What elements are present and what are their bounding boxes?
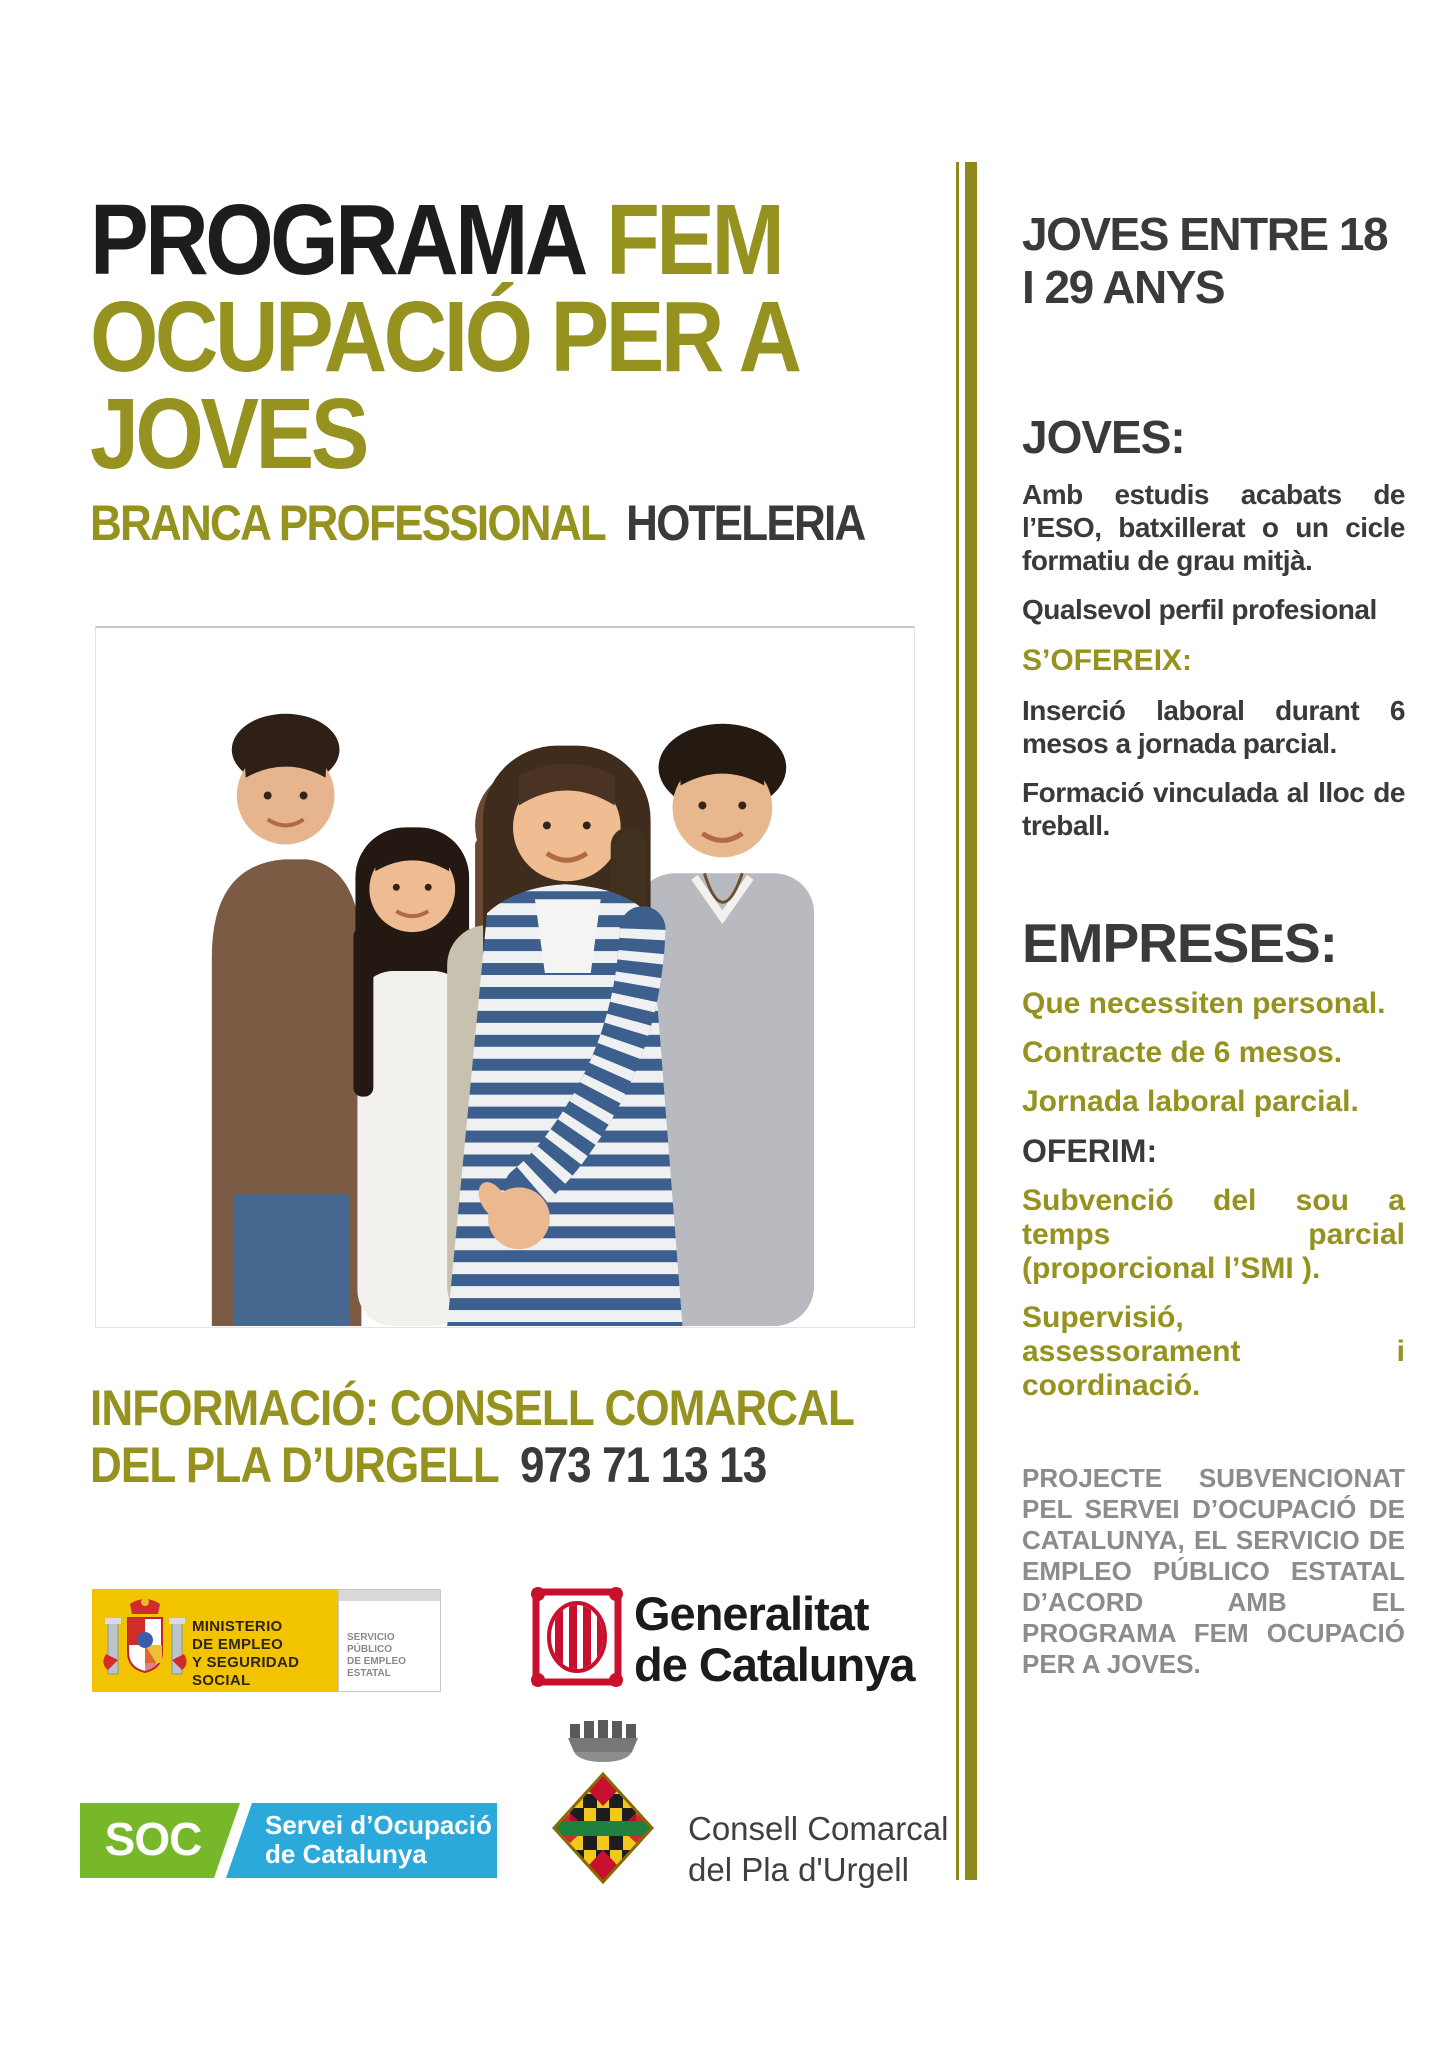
ministerio-line-1: MINISTERIO bbox=[192, 1618, 283, 1635]
contact-text-1: INFORMACIÓ: CONSELL COMARCAL bbox=[90, 1380, 855, 1436]
joves-paragraph-2: Qualsevol perfil profesional bbox=[1022, 594, 1377, 625]
title-line-3 bbox=[90, 378, 895, 490]
consell-logo bbox=[548, 1716, 949, 1906]
generalitat-line-2: de Catalunya bbox=[634, 1638, 915, 1691]
ministerio-text bbox=[192, 1618, 338, 1690]
consell-shield-icon bbox=[548, 1716, 668, 1901]
soc-text bbox=[265, 1811, 492, 1869]
funding-footnote: PROJECTE SUBVENCIONAT PEL SERVEI D’OCUPACIÓ DE CATALUNYA, EL SERVICIO DE EMPLEO PÚBLICO ESTATAL D’ACORD AMB EL PROGRAMA FEM OCUPACIÓ PER A JOVES. bbox=[1022, 1463, 1405, 1679]
title-joves: JOVES bbox=[90, 378, 366, 490]
empreses-item-3: Jornada laboral parcial. bbox=[1022, 1085, 1359, 1118]
contact-line-2 bbox=[90, 1437, 958, 1494]
sidebar bbox=[1022, 208, 1405, 1680]
generalitat-text bbox=[634, 1588, 915, 1690]
phone-number: 973 71 13 13 bbox=[519, 1437, 767, 1493]
title-ocupacio: OCUPACIÓ PER A bbox=[90, 281, 799, 393]
ofereix-paragraph-2: Formació vinculada al lloc de treball. bbox=[1022, 777, 1405, 841]
ministerio-line-3: Y SEGURIDAD SOCIAL bbox=[192, 1654, 300, 1689]
consell-line-2: del Pla d'Urgell bbox=[688, 1851, 909, 1888]
ministerio-yellow-box bbox=[92, 1589, 338, 1692]
joves-paragraph-1: Amb estudis acabats de l’ESO, batxillerat o un cicle formatiu de grau mitjà. bbox=[1022, 479, 1405, 576]
sepe-top-strip bbox=[339, 1590, 440, 1601]
subtitle-hoteleria: HOTELERIA bbox=[626, 495, 865, 551]
empreses-item-1: Que necessiten personal. bbox=[1022, 987, 1386, 1020]
empreses-item-2: Contracte de 6 mesos. bbox=[1022, 1036, 1343, 1069]
sepe-line-1: SERVICIO PÚBLICO bbox=[347, 1632, 395, 1655]
soc-acronym: SOC bbox=[104, 1813, 202, 1865]
ministerio-logo bbox=[92, 1589, 442, 1692]
soc-logo bbox=[80, 1803, 497, 1878]
sepe-line-2: DE EMPLEO ESTATAL bbox=[347, 1656, 406, 1679]
generalitat-emblem-icon bbox=[530, 1586, 624, 1688]
soc-line-1: Servei d’Ocupació bbox=[265, 1810, 492, 1840]
group-photo-illustration bbox=[96, 628, 914, 1326]
sepe-text bbox=[347, 1632, 440, 1680]
contact-info bbox=[90, 1380, 958, 1494]
title-line-1 bbox=[90, 184, 895, 296]
ministerio-line-2: DE EMPLEO bbox=[192, 1636, 284, 1653]
ofereix-paragraph-1: Inserció laboral durant 6 mesos a jornada parcial. bbox=[1022, 695, 1405, 759]
subtitle-branca: BRANCA PROFESSIONAL bbox=[90, 495, 605, 551]
contact-line-1 bbox=[90, 1380, 958, 1437]
title-programa: PROGRAMA bbox=[90, 184, 585, 296]
oferim-heading: OFERIM: bbox=[1022, 1133, 1158, 1169]
oferim-paragraph-2: Supervisió, assessorament i coordinació. bbox=[1022, 1301, 1405, 1402]
divider-bar-thick bbox=[965, 162, 977, 1880]
divider-bar-thin bbox=[956, 162, 959, 1880]
sepe-box bbox=[338, 1589, 441, 1692]
subtitle bbox=[90, 494, 970, 552]
title-line-2 bbox=[90, 281, 895, 393]
ofereix-heading: S’OFEREIX: bbox=[1022, 644, 1193, 677]
empreses-heading: EMPRESES: bbox=[1022, 912, 1337, 974]
soc-line-2: de Catalunya bbox=[265, 1839, 427, 1869]
consell-text bbox=[688, 1808, 948, 1890]
contact-text-2: DEL PLA D’URGELL bbox=[90, 1437, 499, 1493]
crown-icon bbox=[568, 1720, 638, 1762]
generalitat-line-1: Generalitat bbox=[634, 1587, 869, 1640]
age-heading: JOVES ENTRE 18 I 29 ANYS bbox=[1022, 208, 1388, 313]
page-title bbox=[90, 184, 895, 490]
title-fem: FEM bbox=[606, 184, 782, 296]
group-photo bbox=[95, 626, 915, 1328]
generalitat-logo bbox=[530, 1586, 915, 1693]
joves-heading: JOVES: bbox=[1022, 411, 1185, 463]
oferim-paragraph-1: Subvenció del sou a temps parcial (proporcional l’SMI ). bbox=[1022, 1184, 1405, 1285]
consell-line-1: Consell Comarcal bbox=[688, 1810, 949, 1847]
spain-coat-of-arms-icon bbox=[100, 1594, 190, 1689]
person-man-brown bbox=[212, 714, 362, 1326]
